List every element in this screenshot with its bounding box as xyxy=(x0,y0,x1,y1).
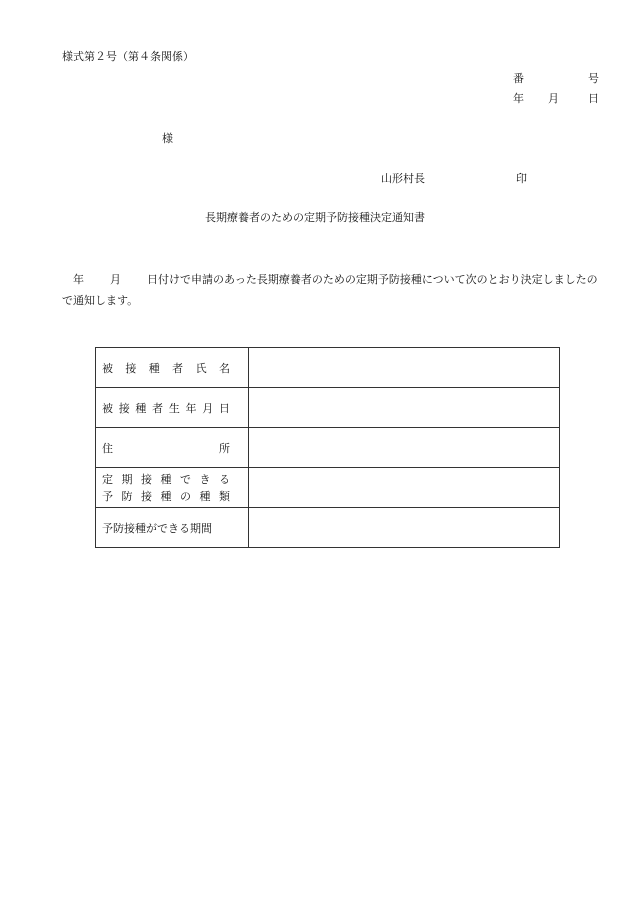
label-char: 接 xyxy=(141,489,152,503)
label-char: 接 xyxy=(141,472,152,486)
label-char: 所 xyxy=(219,441,230,455)
label-vaccination-type xyxy=(96,468,249,508)
table-row xyxy=(96,428,560,468)
value-recipient-birthdate[interactable] xyxy=(249,388,560,428)
label-char: 種 xyxy=(199,489,211,503)
label-char: 名 xyxy=(218,361,230,375)
label-char: 者 xyxy=(152,401,164,415)
label-char: 年 xyxy=(185,401,197,415)
addressee-honorific: 様 xyxy=(162,132,173,145)
label-char: 氏 xyxy=(195,361,207,375)
date-year-label: 年 xyxy=(513,92,524,105)
table-row xyxy=(96,468,560,508)
date-day-label: 日 xyxy=(588,92,599,105)
label-char: 日 xyxy=(218,401,230,415)
info-table xyxy=(95,347,560,548)
label-char: 種 xyxy=(160,472,172,486)
label-char: 類 xyxy=(219,489,230,503)
table-row xyxy=(96,348,560,388)
label-char: 被 xyxy=(102,361,113,375)
number-label: 番 xyxy=(513,72,524,85)
label-text: 予防接種ができる期間 xyxy=(102,521,212,535)
body-year: 年 xyxy=(73,273,84,286)
label-recipient-name xyxy=(96,348,249,388)
body-text: 日付けで申請のあった長期療養者のための定期予防接種について次のとおり決定しましたので通知します。 xyxy=(62,273,598,307)
number-suffix: 号 xyxy=(588,72,599,85)
issuer-mayor: 山形村長 xyxy=(381,172,425,185)
label-char: 定 xyxy=(102,472,113,486)
table-row xyxy=(96,508,560,548)
label-char: 接 xyxy=(118,401,130,415)
value-address[interactable] xyxy=(249,428,560,468)
label-char: 期 xyxy=(121,472,133,486)
issuer-seal: 印 xyxy=(516,172,527,185)
label-address xyxy=(96,428,249,468)
label-char: 接 xyxy=(125,361,137,375)
label-char: 防 xyxy=(121,489,133,503)
label-char: 種 xyxy=(135,401,147,415)
value-vaccination-type[interactable] xyxy=(249,468,560,508)
label-char: の xyxy=(180,489,191,503)
label-vaccination-period xyxy=(96,508,249,548)
date-month-label: 月 xyxy=(548,92,559,105)
label-recipient-birthdate xyxy=(96,388,249,428)
label-char: 住 xyxy=(102,441,113,455)
label-char: 者 xyxy=(172,361,184,375)
label-char: 生 xyxy=(168,401,180,415)
table-row xyxy=(96,388,560,428)
label-char: 予 xyxy=(102,489,113,503)
body-month: 月 xyxy=(110,273,121,286)
label-char: 種 xyxy=(148,361,160,375)
value-recipient-name[interactable] xyxy=(249,348,560,388)
label-char: 種 xyxy=(160,489,172,503)
label-char: る xyxy=(219,472,230,486)
label-char: で xyxy=(180,472,191,486)
document-title: 長期療養者のための定期予防接種決定通知書 xyxy=(205,211,425,224)
label-char: 月 xyxy=(202,401,214,415)
body-paragraph xyxy=(62,270,607,312)
value-vaccination-period[interactable] xyxy=(249,508,560,548)
label-char: き xyxy=(199,472,211,486)
label-char: 被 xyxy=(102,401,113,415)
form-number: 様式第２号（第４条関係） xyxy=(62,50,194,63)
